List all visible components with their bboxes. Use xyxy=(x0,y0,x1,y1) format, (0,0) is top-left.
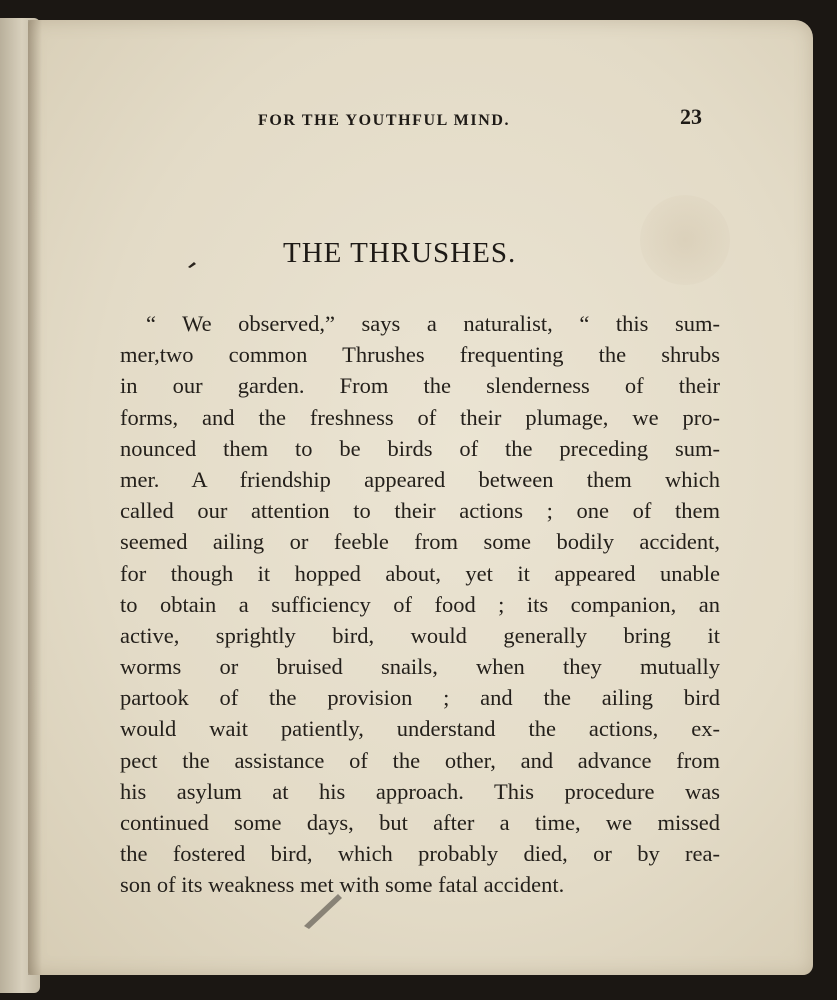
text-line: “ We observed,” says a naturalist, “ this sum- xyxy=(146,311,720,336)
text-line: worms or bruised snails, when they mutually xyxy=(120,654,720,680)
text-line: for though it hopped about, yet it appeared unable xyxy=(120,560,720,586)
text-line: seemed ailing or feeble from some bodily accident, xyxy=(120,529,720,555)
text-line: mer,two common Thrushes frequenting the shrubs xyxy=(120,342,720,368)
text-line: would wait patiently, understand the actions, ex- xyxy=(120,716,720,742)
text-line: in our garden. From the slenderness of their xyxy=(120,373,720,399)
text-line: to obtain a sufficiency of food ; its companion, an xyxy=(120,591,720,617)
body-paragraph xyxy=(120,308,720,901)
page-number: 23 xyxy=(680,104,702,129)
text-line: nounced them to be birds of the preceding sum- xyxy=(120,435,720,461)
chapter-title: THE THRUSHES. xyxy=(283,237,517,269)
text-line: forms, and the freshness of their plumage, we pro- xyxy=(120,404,720,430)
page-gutter-shadow xyxy=(28,20,42,975)
text-line: active, sprightly bird, would generally bring it xyxy=(120,622,720,648)
text-line: called our attention to their actions ; one of them xyxy=(120,498,720,524)
pencil-mark xyxy=(300,890,346,930)
running-head: FOR THE YOUTHFUL MIND. xyxy=(258,112,511,129)
page-stain xyxy=(640,195,730,285)
text-line: continued some days, but after a time, we missed xyxy=(120,810,720,835)
text-line: his asylum at his approach. This procedure was xyxy=(120,778,720,804)
text-line: partook of the provision ; and the ailing bird xyxy=(120,685,720,711)
ink-fleck xyxy=(188,262,196,268)
text-line: the fostered bird, which probably died, or by rea- xyxy=(120,841,720,867)
text-line: son of its weakness met with some fatal accident. xyxy=(120,872,565,898)
text-line: pect the assistance of the other, and advance from xyxy=(120,747,720,773)
text-line: mer. A friendship appeared between them which xyxy=(120,466,720,492)
